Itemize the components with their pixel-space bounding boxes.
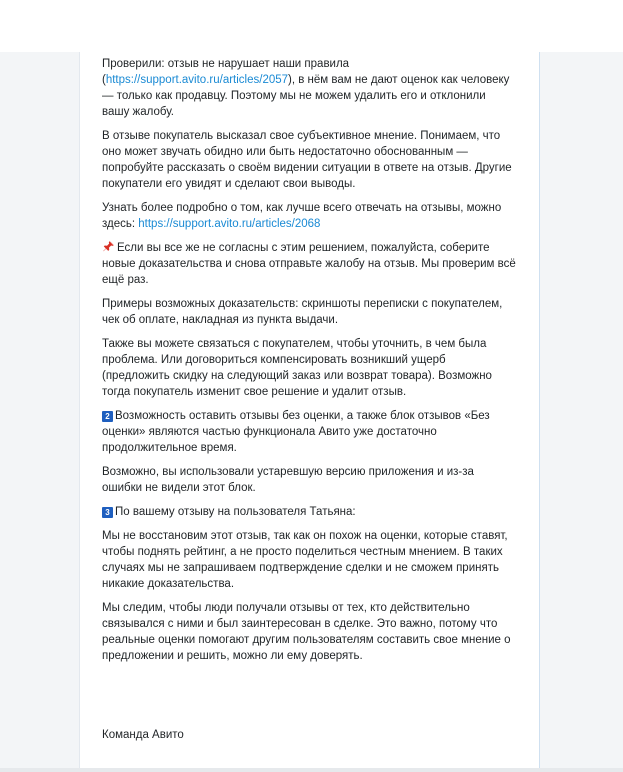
bottom-divider: [0, 768, 623, 772]
paragraph-resubmit: Если вы все же не согласны с этим решением, пожалуйста, соберите новые доказательства и снова отправьте жалобу на отзыв. Мы проверим всё ещё раз.: [102, 242, 516, 286]
paragraph-subjective-opinion: В отзыве покупатель высказал свое субъективное мнение. Понимаем, что оно может звучать обидно или быть недостаточно обоснованным — попробуйте рассказать о своём видении ситуации в ответе на отзыв. Другие покупатели его увидят и сделают свои выводы.: [102, 130, 512, 190]
number-2-badge: 2: [102, 411, 113, 422]
email-body: [102, 56, 516, 672]
paragraph-not-restore: Мы не восстановим этот отзыв, так как он похож на оценки, которые ставят, чтобы поднять рейтинг, а не просто поделиться честным мнением. В таких случаях мы не запрашиваем подтверждение сделки и не сможем принять никакие доказательства.: [102, 530, 508, 590]
paragraph-review-user: 3 По вашему отзыву на пользователя Татьяна:: [102, 504, 516, 520]
reply-guide-link[interactable]: https://support.avito.ru/articles/2068: [138, 218, 321, 230]
signature: Команда Авито: [102, 729, 184, 741]
pushpin-icon: [102, 240, 115, 253]
paragraph-contact-buyer: Также вы можете связаться с покупателем, чтобы уточнить, в чем была проблема. Или договориться компенсировать возникший ущерб (предложить скидку на следующий заказ или возврат товара). Возможно тогда покупатель изменит свое решение и удалит отзыв.: [102, 338, 492, 398]
paragraph-no-rating-reviews: 2 Возможность оставить отзывы без оценки, а также блок отзывов «Без оценки» являются частью функционала Авито уже достаточно продолжительное время.: [102, 410, 490, 454]
paragraph-we-monitor: Мы следим, чтобы люди получали отзывы от тех, кто действительно связывался с ними и был заинтересован в сделке. Это важно, потому что реальные оценки помогают другим пользователям составить свое мнение о предложении и решить, можно ли ему доверять.: [102, 602, 511, 662]
number-3-badge: 3: [102, 507, 113, 518]
paragraph-review-checked: Проверили: отзыв не нарушает наши правила (https://support.avito.ru/articles/2057), в нём вам не дают оценок как человеку — только как продавцу. Поэтому мы не можем удалить его и отклонили вашу жалобу.: [102, 58, 510, 118]
rules-link[interactable]: https://support.avito.ru/articles/2057: [105, 74, 289, 86]
paragraph-outdated-app: Возможно, вы использовали устаревшую версию приложения и из-за ошибки не видели этот блок.: [102, 466, 474, 494]
paragraph-evidence-examples: Примеры возможных доказательств: скриншоты переписки с покупателем, чек об оплате, накладная из пункта выдачи.: [102, 298, 503, 326]
paragraph-learn-more: Узнать более подробно о том, как лучше всего отвечать на отзывы, можно здесь: https://support.avito.ru/articles/2068: [102, 202, 502, 230]
